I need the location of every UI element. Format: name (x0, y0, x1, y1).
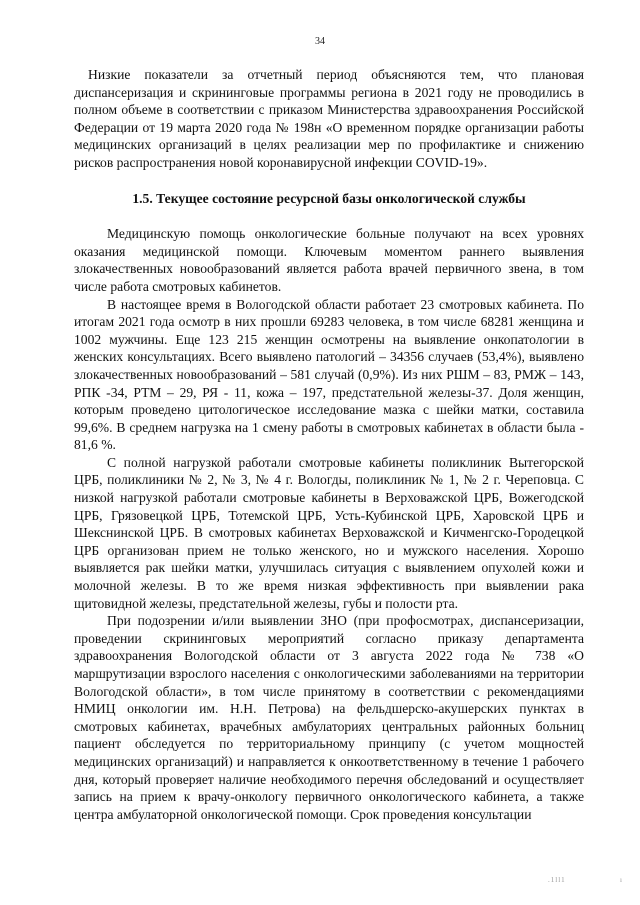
paragraph-4: При подозрении и/или выявлении ЗНО (при профосмотрах, диспансеризации, проведении скрининговых мероприятий согласно приказу департамента здравоохранения Вологодской области от 3 августа 2022 года № 738 «О маршрутизации взрослого населения с онкологическими заболеваниями на территории Вологодской области», в том числе принятому в соответствии с рекомендациями НМИЦ онкологии им. Н.Н. Петрова) на фельдшерско-акушерских пунктах в смотровых кабинетах, врачебных амбулаториях центральных районных больниц пациент обследуется по территориальному принципу (с учетом мощностей медицинских организаций) и направляется к онкоответственному в течение 1 рабочего дня, который проверяет наличие необходимого перечня обследований и осуществляет запись на прием к врачу-онкологу первичного онкологического кабинета, а также центра амбулаторной онкологической помощи. Срок проведения консультации (74, 613, 584, 822)
footer-mark: ı (620, 876, 622, 884)
paragraph-1: Медицинскую помощь онкологические больные получают на всех уровнях оказания медицинской помощи. Ключевым моментом раннего выявления злокачественных новообразований является работа врачей первичного звена, в том числе работа смотровых кабинетов. (74, 226, 584, 294)
paragraph-2: В настоящее время в Вологодской области работает 23 смотровых кабинета. По итогам 2021 года осмотр в них прошли 69283 человека, в том числе 68281 женщина и 1002 мужчины. Еще 123 215 женщин осмотрены на выявление онкопатологии в женских консультациях. Всего выявлено патологий – 34356 случаев (53,4%), выявлено злокачественных новообразований – 581 случай (0,9%). Из них РШМ – 83, РМЖ – 143, РПК -34, РТМ – 29, РЯ - 11, кожа – 197, предстательной железы-37. Доля женщин, которым проведено цитологическое исследование мазка с шейки матки, составила 99,6%. В среднем нагрузка на 1 смену работы в смотровых кабинетах в области была - 81,6 %. (74, 296, 584, 453)
section-heading: 1.5. Текущее состояние ресурсной базы онкологической службы (132, 190, 526, 206)
paragraph-3: С полной нагрузкой работали смотровые кабинеты поликлиник Вытегорской ЦРБ, поликлиники № 2, № 3, № 4 г. Вологды, поликлиник № 1, № 2 г. Череповца. С низкой нагрузкой работали смотровые кабинеты в Верховажской ЦРБ, Вожегодской ЦРБ, Грязовецкой ЦРБ, Тотемской ЦРБ, Усть-Кубинской ЦРБ, Харовской ЦРБ и Шекснинской ЦРБ. В смотровых кабинетах Верховажской и Кичменгско-Городецкой ЦРБ организован прием не только женского, но и мужского населения. Хорошо выявляется рак шейки матки, улучшилась ситуация с выявлением опухолей кожи и молочной железы. В то же время низкая эффективность при выявлении рака щитовидной железы, предстательной железы, губы и полости рта. (74, 454, 584, 611)
page-number: 34 (315, 36, 325, 47)
paragraph-intro: Низкие показатели за отчетный период объясняются тем, что плановая диспансеризация и скрининговые программы региона в 2021 году не проводились в полном объеме в соответствии с приказом Министерства здравоохранения Российской Федерации от 19 марта 2020 года № 198н «О временном порядке организации работы медицинских организаций в целях реализации мер по профилактике и снижению рисков распространения новой коронавирусной инфекции COVID-19». (74, 67, 584, 170)
document-body (74, 66, 584, 823)
footer-code: .1ll1 (548, 876, 566, 884)
